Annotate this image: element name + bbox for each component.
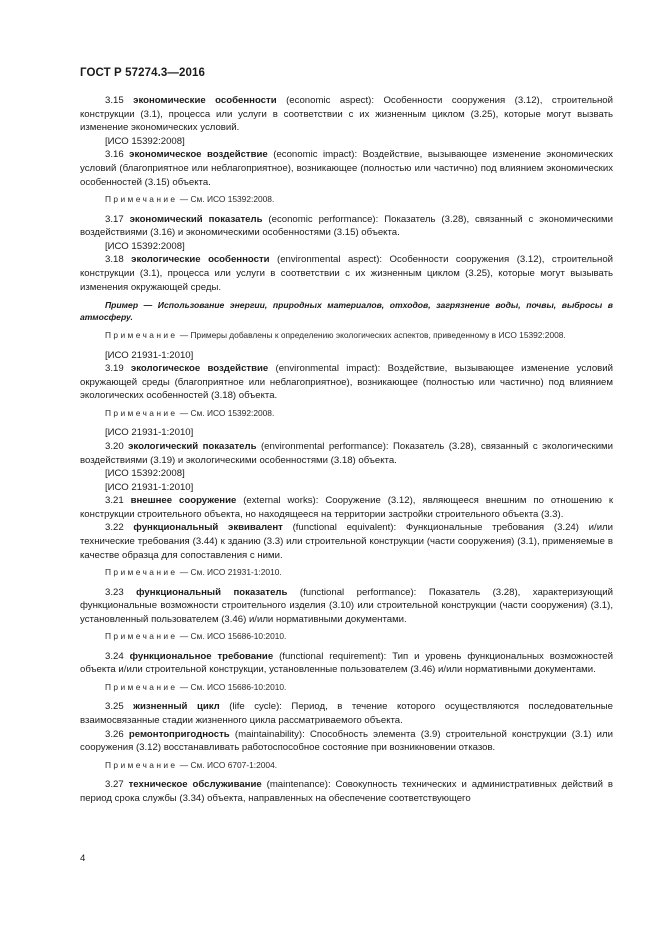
term-definition xyxy=(80,586,613,627)
note-text: — См. ИСО 15392:2008. xyxy=(177,407,275,418)
term-name: внешнее сооружение xyxy=(130,495,237,507)
term-number: 3.18 xyxy=(105,254,132,266)
term-name: функциональный эквивалент xyxy=(133,522,283,534)
term-definition xyxy=(80,362,613,403)
note xyxy=(80,631,613,642)
term-name: ремонтопригодность xyxy=(128,728,230,740)
term-definition xyxy=(80,213,613,240)
term-text: (environmental impact): Воздействие, вызывающее изменение условий окружающей среды (благоприятное или неблагоприятное), возникающее (полностью или частично) под влиянием экологических особенностей (3.18) объекта. xyxy=(80,363,613,402)
term-definition xyxy=(80,148,613,189)
note-text: — Примеры добавлены к определению экологических аспектов, приведенному в ИСО 15392:2008. xyxy=(177,330,566,341)
term-text: (economic impact): Воздействие, вызывающее изменение экономических условий (благоприятное или неблагоприятное), возникающее (полностью или частично) под влиянием экономических особенностей (3.15) объекта. xyxy=(80,149,613,188)
term-text: (maintainability): Способность элемента (3.9) строительной конструкции (3.1) или сооружения (3.12) восстанавливать работоспособное состояние при возникновении отказов. xyxy=(80,728,613,754)
source-reference: [ИСО 15392:2008] xyxy=(105,468,185,480)
note xyxy=(80,760,613,771)
source-reference: [ИСО 21931-1:2010] xyxy=(105,481,194,493)
note-text: — См. ИСО 21931-1:2010. xyxy=(177,567,282,578)
note-label: Примечание xyxy=(105,682,178,693)
note-label: Примечание xyxy=(105,194,178,205)
term-definition xyxy=(80,728,613,755)
term-number: 3.20 xyxy=(105,440,129,452)
term-number: 3.25 xyxy=(105,701,134,713)
term-number: 3.21 xyxy=(105,495,131,507)
term-name: функциональное требование xyxy=(129,650,274,662)
term-text: (economic aspect): Особенности сооружения (3.12), строительной конструкции (3.1), процесса или услуги в соответствии с их жизненным циклом (3.25), которые могут вызвать изменение экономических условий. xyxy=(80,95,614,134)
term-number: 3.26 xyxy=(105,728,129,740)
term-definition xyxy=(80,700,613,727)
term-definition xyxy=(80,650,613,677)
term-definition xyxy=(80,521,613,562)
note xyxy=(80,682,613,693)
term-name: техническое обслуживание xyxy=(128,779,262,791)
term-text: (environmental aspect): Особенности сооружения (3.12), строительной конструкции (3.1), процесса или услуги в соответствии с их жизненным циклом (3.25), которые могут вызывать изменения окружающей среды. xyxy=(80,254,614,293)
note-label: Примечание xyxy=(105,759,178,770)
note xyxy=(80,330,613,341)
term-name: экологические особенности xyxy=(131,254,270,266)
note xyxy=(80,408,613,419)
term-text: (functional performance): Показатель (3.28), характеризующий функциональные возможности строительного изделия (3.10) или строительной конструкции (части сооружения) (3.1), установленный пользователем (3.46) и/или нормативными документами. xyxy=(80,586,613,625)
note-text: — См. ИСО 15392:2008. xyxy=(177,194,275,205)
term-name: экономические особенности xyxy=(133,95,277,106)
source-reference: [ИСО 21931-1:2010] xyxy=(105,349,194,361)
term-text: (life cycle): Период, в течение которого осуществляются последовательные взаимосвязанные стадии жизненного цикла рассматриваемого объекта. xyxy=(80,701,613,727)
note xyxy=(80,194,613,205)
term-number: 3.24 xyxy=(105,650,130,662)
term-definition xyxy=(80,253,613,294)
note-text: — См. ИСО 15686-10:2010. xyxy=(177,631,287,642)
term-definition xyxy=(80,94,613,135)
note-label: Примечание xyxy=(105,330,178,341)
document-body xyxy=(80,94,613,805)
note xyxy=(80,567,613,578)
term-text: (economic performance): Показатель (3.28), связанный с экономическими воздействиями (3.16) и экономическими особенностями (3.15) объекта. xyxy=(80,213,614,239)
source-reference: [ИСО 15392:2008] xyxy=(105,135,185,147)
note-text: — См. ИСО 15686-10:2010. xyxy=(177,682,287,693)
term-number: 3.23 xyxy=(105,586,137,598)
term-text: (functional requirement): Тип и уровень функциональных возможностей объекта и/или строительной конструкции, установленные пользователем (3.46) и/или нормативными документами. xyxy=(80,650,613,676)
source-reference: [ИСО 21931-1:2010] xyxy=(105,427,194,439)
source-reference: [ИСО 15392:2008] xyxy=(105,240,185,252)
term-definition xyxy=(80,494,613,521)
term-definition xyxy=(80,778,613,805)
term-number: 3.27 xyxy=(105,779,129,791)
term-name: экономическое воздействие xyxy=(129,149,268,161)
term-number: 3.15 xyxy=(105,95,134,106)
note-label: Примечание xyxy=(105,407,178,418)
note-text: — См. ИСО 6707-1:2004. xyxy=(177,759,278,770)
term-text: (functional equivalent): Функциональные требования (3.24) и/или технические требования (3.44) к зданию (3.3) или строительной конструкции (части сооружения) (3.1), применяемые в качестве образца для сопоставления с ними. xyxy=(80,522,614,561)
term-text: (external works): Сооружение (3.12), являющееся внешним по отношению к конструкции строительного объекта, но находящееся на территории застройки строительного объекта (3.3). xyxy=(80,495,614,520)
page-number: 4 xyxy=(80,853,86,864)
example: Пример — Использование энергии, природных материалов, отходов, загрязнение воды, почвы, выбросы в атмосферу. xyxy=(80,300,613,323)
term-name: экологическое воздействие xyxy=(130,363,269,375)
term-number: 3.16 xyxy=(105,149,130,161)
term-name: экологический показатель xyxy=(128,440,257,452)
note-label: Примечание xyxy=(105,567,178,578)
term-text: (environmental performance): Показатель (3.28), связанный с экологическими воздействиями (3.19) и экологическими особенностями (3.18) объекта. xyxy=(80,440,614,466)
term-name: жизненный цикл xyxy=(133,701,220,713)
term-text: (maintenance): Совокупность технических и административных действий в период срока службы (3.34) объекта, направленных на обеспечение соответствующего xyxy=(80,779,613,804)
term-name: экономический показатель xyxy=(129,213,263,225)
term-name: функциональный показатель xyxy=(136,586,288,598)
term-number: 3.22 xyxy=(105,522,134,534)
term-definition xyxy=(80,440,613,467)
term-number: 3.17 xyxy=(105,213,130,225)
document-header: ГОСТ Р 57274.3—2016 xyxy=(80,67,205,79)
note-label: Примечание xyxy=(105,631,178,642)
term-number: 3.19 xyxy=(105,363,131,375)
